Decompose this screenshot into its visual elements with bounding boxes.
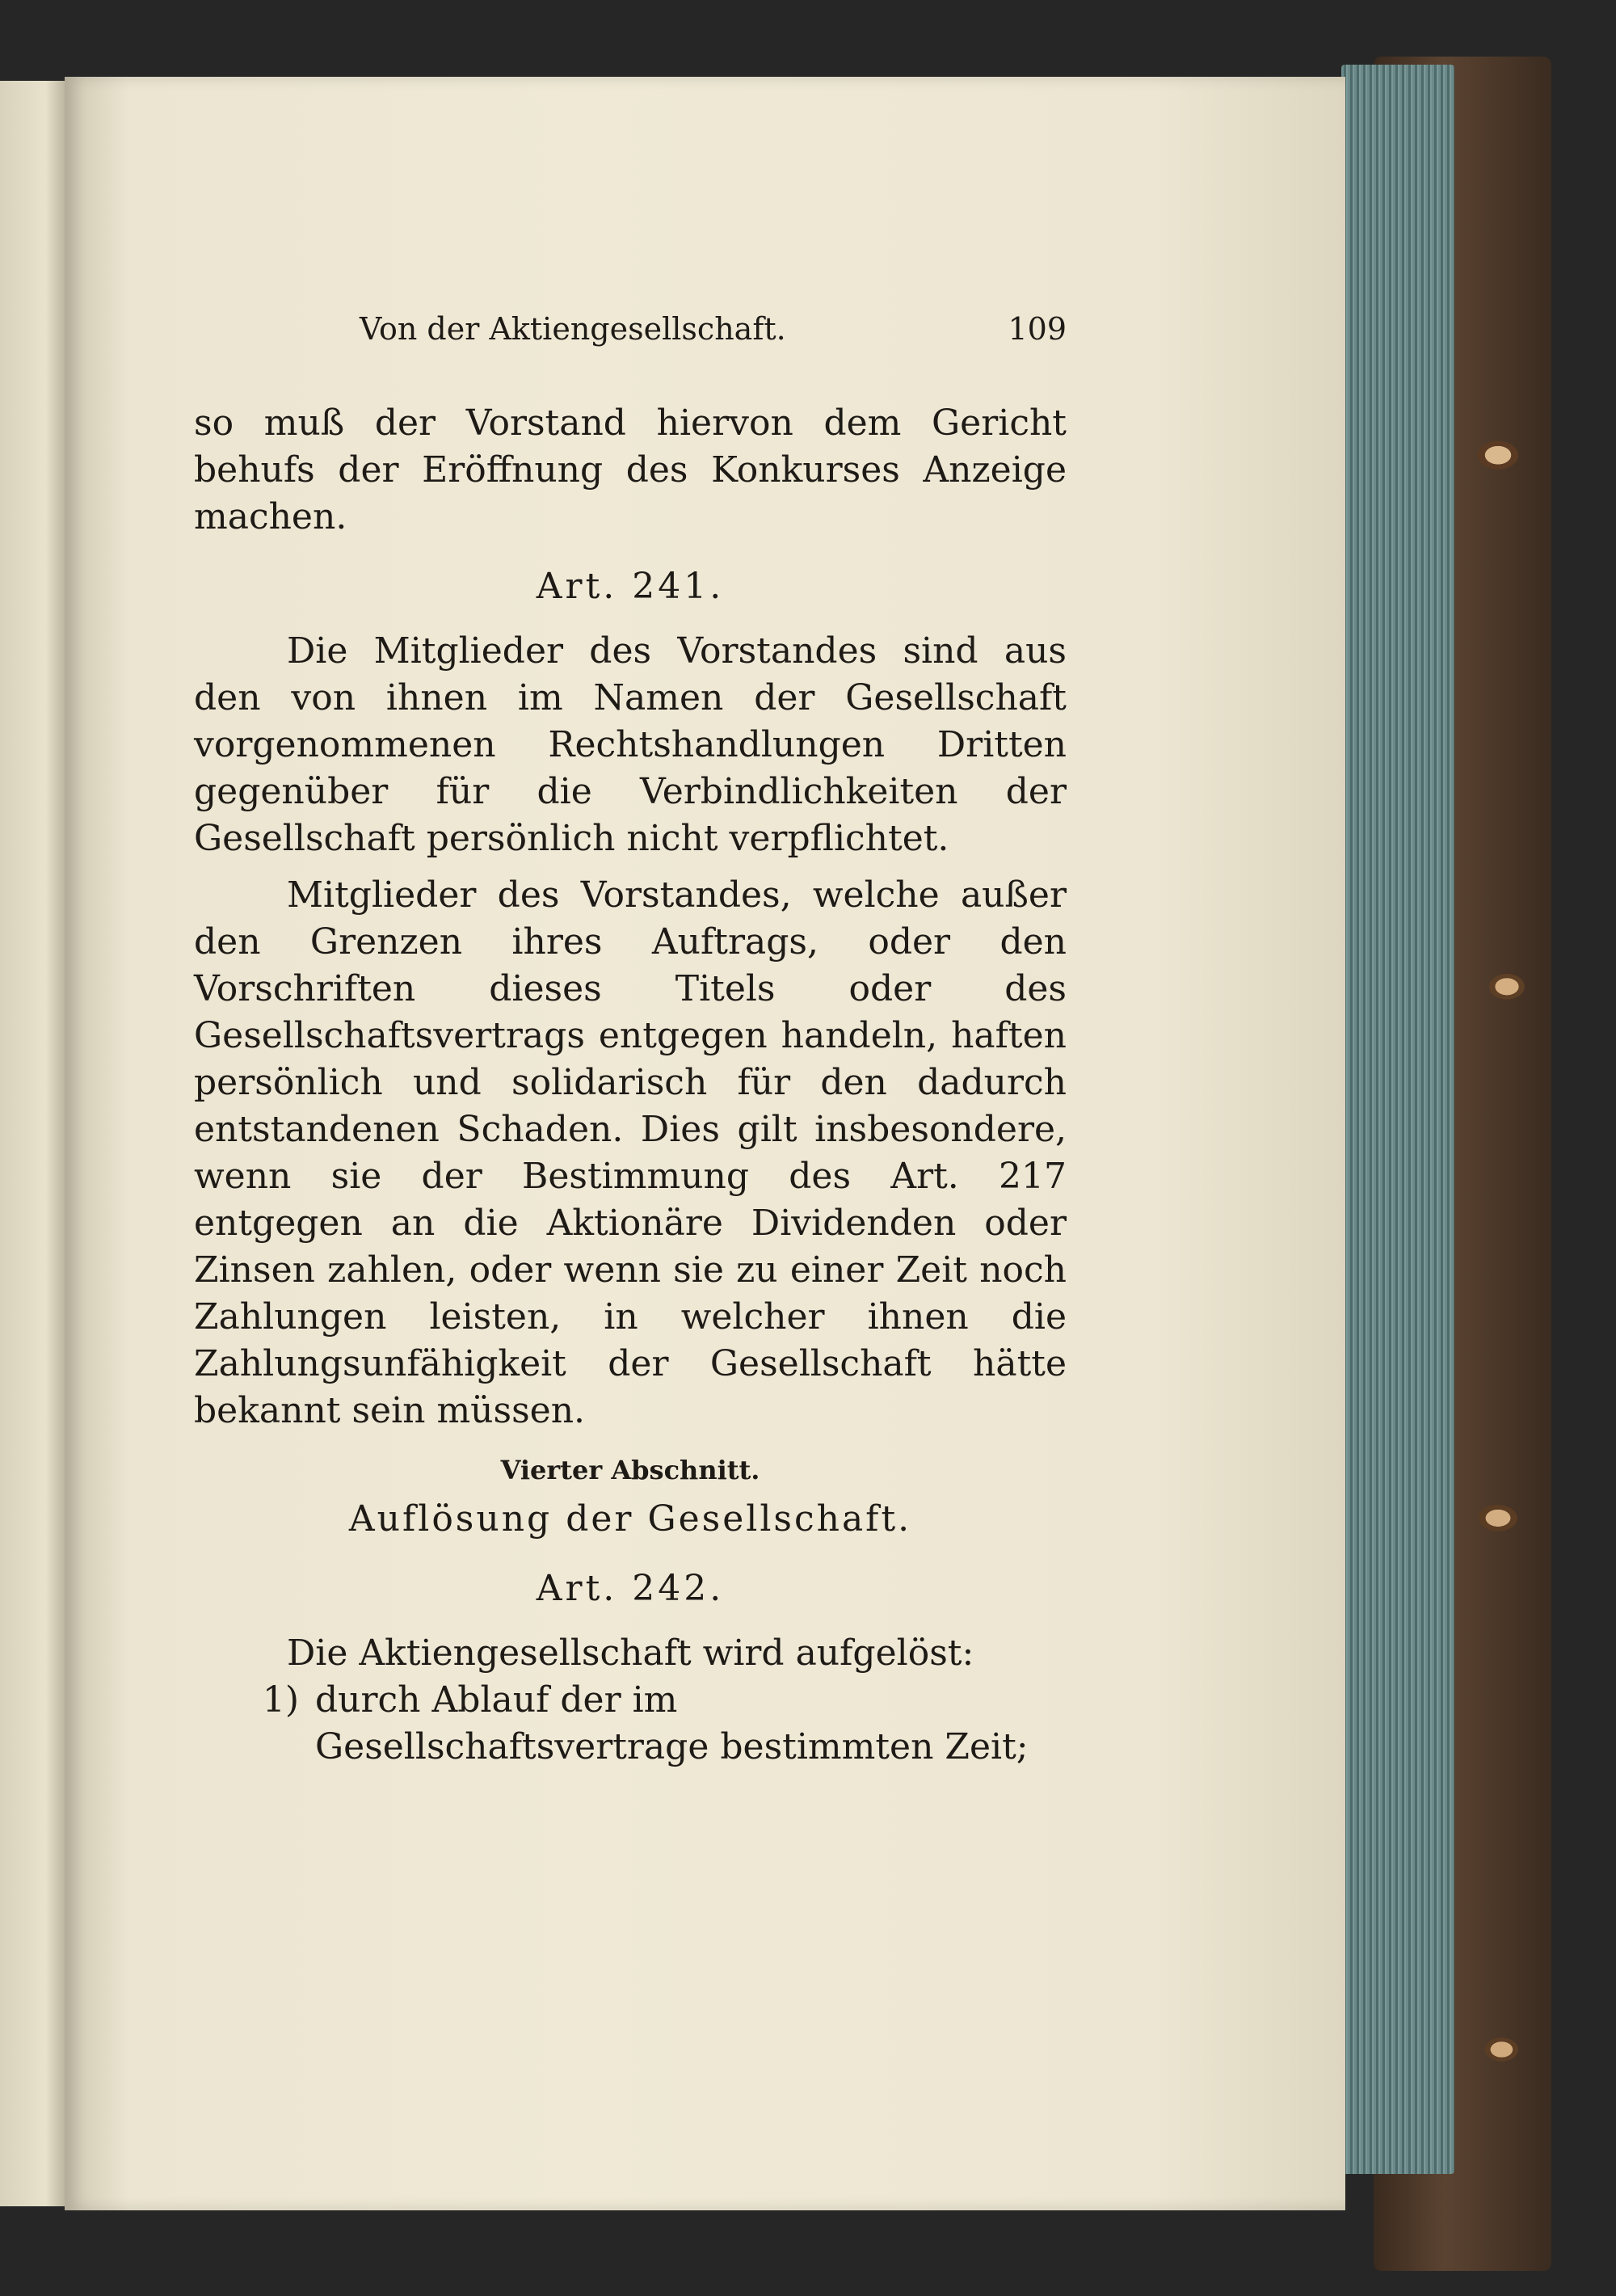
left-page-edge	[0, 81, 65, 2206]
page-edges	[1341, 65, 1454, 2174]
running-title: Von der Aktiengesellschaft.	[360, 311, 786, 347]
page-header	[194, 311, 1067, 360]
list-item-text: durch Ablauf der im Gesellschaftsvertrage bestimmten Zeit;	[315, 1679, 1029, 1767]
paragraph-art241-2: Mitglieder des Vorstandes, welche außer den Grenzen ihres Auftrags, oder den Vorschriften dieses Titels oder des Gesellschaftsvertrags entgegen handeln, haften persönlich und solidarisch für den dadurch entstandenen Schaden. Dies gilt insbesondere, wenn sie der Bestimmung des Art. 217 entgegen an die Aktionäre Dividenden oder Zinsen zahlen, oder wenn sie zu einer Zeit noch Zahlungen leisten, in welcher ihnen die Zahlungsunfähigkeit der Gesellschaft hätte bekannt sein müssen.	[194, 874, 1067, 1431]
paragraph-art241-1: Die Mitglieder des Vorstandes sind aus den von ihnen im Namen der Gesellschaft vorgenommenen Rechtshandlungen Dritten gegenüber für die Verbindlichkeiten der Gesellschaft persönlich nicht verpflichtet.	[194, 630, 1067, 859]
page-number: 109	[1008, 311, 1067, 347]
section-number: Vierter Abschnitt.	[500, 1455, 760, 1485]
list-item-number: 1)	[262, 1679, 299, 1721]
article-heading-241: Art. 241.	[536, 566, 725, 607]
section-title: Auflösung der Gesellschaft.	[348, 1498, 912, 1540]
paragraph-art242-intro: Die Aktiengesellschaft wird aufgelöst:	[287, 1632, 974, 1674]
body-text	[194, 400, 1067, 1771]
article-heading-242: Art. 242.	[536, 1568, 725, 1609]
book-page	[65, 77, 1345, 2210]
paragraph-continuation: so muß der Vorstand hiervon dem Gericht behufs der Eröffnung des Konkurses Anzeige machen.	[194, 402, 1067, 537]
list-item	[194, 1677, 1067, 1771]
